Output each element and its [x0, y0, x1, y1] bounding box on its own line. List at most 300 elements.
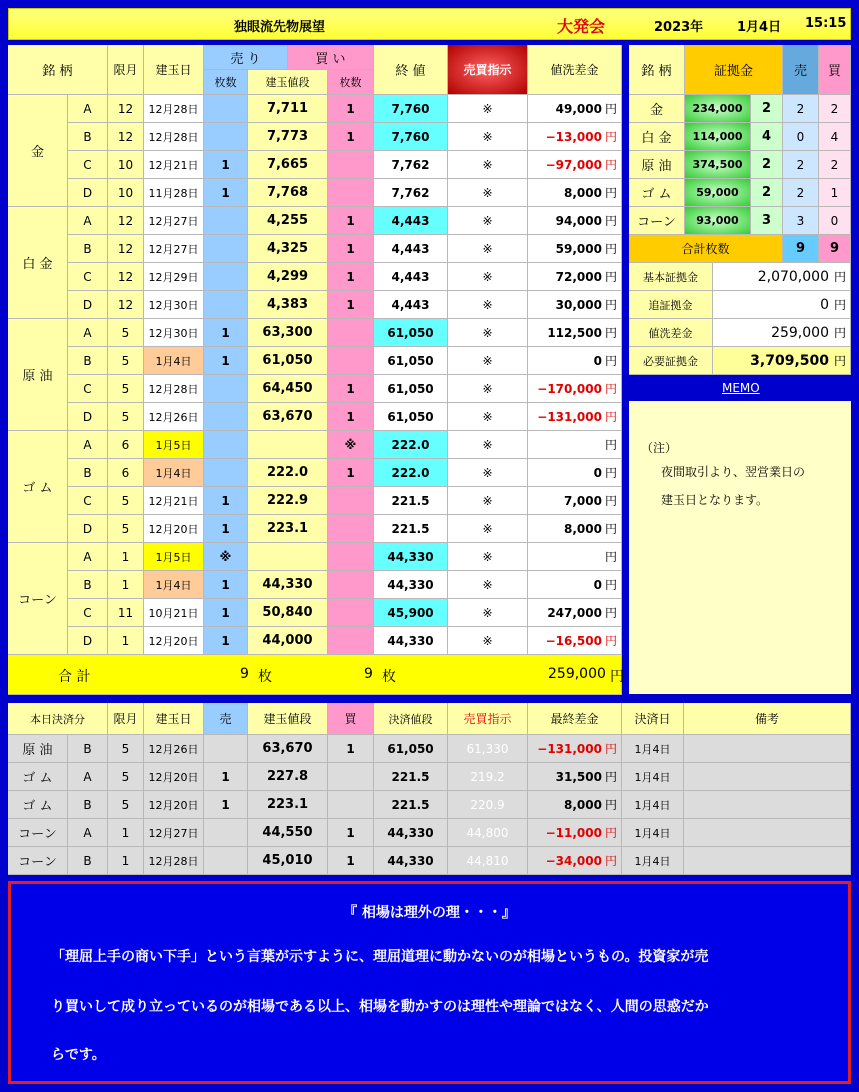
- sell-count: [204, 291, 248, 319]
- diff-unit: 円: [604, 578, 617, 592]
- diff-unit: 円: [604, 522, 617, 536]
- title-bar: [8, 8, 851, 40]
- settle-buy: 1: [328, 735, 374, 763]
- sell-count: [204, 123, 248, 151]
- settle-price: 44,550: [248, 819, 328, 847]
- settle-header-kai: 買: [328, 703, 374, 735]
- diff-cell: [528, 263, 622, 291]
- entry-price: 63,670: [248, 403, 328, 431]
- diff-cell: [528, 95, 622, 123]
- settle-diff-unit: 円: [604, 770, 617, 784]
- slot-label: A: [68, 319, 108, 347]
- entry-price: 64,450: [248, 375, 328, 403]
- summary-label: 必要証拠金: [629, 347, 713, 375]
- diff-value: 112,500: [547, 325, 602, 340]
- settle-instr: 219.2: [448, 763, 528, 791]
- date-cell: 1月4日: [144, 571, 204, 599]
- diff-unit: 円: [604, 270, 617, 284]
- close-price: 61,050: [374, 319, 448, 347]
- month-cell: 5: [108, 319, 144, 347]
- month-cell: 6: [108, 431, 144, 459]
- header-buy-maisu: 枚数: [328, 70, 374, 95]
- time-label: 15:15: [805, 16, 847, 31]
- buy-count: ※: [328, 431, 374, 459]
- instruction-cell[interactable]: ※: [448, 291, 528, 319]
- month-cell: 10: [108, 179, 144, 207]
- instruction-cell[interactable]: ※: [448, 375, 528, 403]
- buy-count: 1: [328, 95, 374, 123]
- settle-header-kessaibi: 決済日: [622, 703, 684, 735]
- diff-cell: [528, 403, 622, 431]
- diff-unit: 円: [604, 186, 617, 200]
- month-cell: 12: [108, 95, 144, 123]
- date-cell: 12月28日: [144, 123, 204, 151]
- side-buy: 4: [819, 123, 851, 151]
- side-name: コーン: [629, 207, 685, 235]
- settle-buy: [328, 763, 374, 791]
- entry-price: 7,773: [248, 123, 328, 151]
- instruction-cell[interactable]: ※: [448, 571, 528, 599]
- summary-value-cell: [713, 263, 851, 291]
- slot-label: B: [68, 571, 108, 599]
- summary-unit: 円: [833, 270, 846, 284]
- instruction-cell[interactable]: ※: [448, 263, 528, 291]
- settle-sell: [204, 735, 248, 763]
- settle-note: [684, 819, 851, 847]
- date-cell: 12月28日: [144, 95, 204, 123]
- total-buy-unit: 枚: [382, 669, 396, 685]
- diff-value: 59,000: [555, 241, 602, 256]
- diff-unit: 円: [604, 466, 617, 480]
- header-owarine: 終 値: [374, 45, 448, 95]
- instruction-cell[interactable]: ※: [448, 403, 528, 431]
- diff-value: 8,000: [564, 521, 602, 536]
- settle-note: [684, 763, 851, 791]
- buy-count: 1: [328, 123, 374, 151]
- settle-header-name: 本日決済分: [8, 703, 108, 735]
- settle-sdate: 1月4日: [622, 735, 684, 763]
- entry-price: 4,255: [248, 207, 328, 235]
- settle-buy: [328, 791, 374, 819]
- sell-count: 1: [204, 179, 248, 207]
- settle-note: [684, 847, 851, 875]
- settle-slot: B: [68, 791, 108, 819]
- month-cell: 5: [108, 375, 144, 403]
- slot-label: A: [68, 431, 108, 459]
- month-cell: 12: [108, 263, 144, 291]
- entry-price: 4,325: [248, 235, 328, 263]
- settle-value: 44,330: [374, 819, 448, 847]
- diff-cell: [528, 207, 622, 235]
- diff-value: 247,000: [547, 605, 602, 620]
- side-count: 4: [751, 123, 783, 151]
- group-name: 白 金: [8, 207, 68, 319]
- side-header-shokokin: 証拠金: [685, 45, 783, 95]
- date-cell: 1月4日: [144, 459, 204, 487]
- memo-line: 建玉日となります。: [661, 493, 769, 507]
- side-count: 2: [751, 179, 783, 207]
- settle-header-gengetsu: 限月: [108, 703, 144, 735]
- buy-count: [328, 151, 374, 179]
- diff-cell: [528, 123, 622, 151]
- total-buy: 9: [364, 666, 373, 682]
- total-sell-unit: 枚: [258, 669, 272, 685]
- settle-price: 227.8: [248, 763, 328, 791]
- settle-price: 223.1: [248, 791, 328, 819]
- instruction-cell[interactable]: ※: [448, 179, 528, 207]
- settle-diff: −11,000: [545, 825, 602, 840]
- side-sell: 0: [783, 123, 819, 151]
- month-cell: 5: [108, 515, 144, 543]
- settle-instr: 44,800: [448, 819, 528, 847]
- diff-cell: [528, 151, 622, 179]
- sell-count: 1: [204, 599, 248, 627]
- diff-cell: [528, 571, 622, 599]
- close-price: 7,760: [374, 123, 448, 151]
- sell-count: 1: [204, 515, 248, 543]
- entry-price: 7,768: [248, 179, 328, 207]
- settle-slot: A: [68, 819, 108, 847]
- instruction-cell[interactable]: ※: [448, 459, 528, 487]
- settle-buy: 1: [328, 847, 374, 875]
- diff-unit: 円: [604, 214, 617, 228]
- settle-value: 61,050: [374, 735, 448, 763]
- diff-cell: [528, 487, 622, 515]
- sell-count: [204, 375, 248, 403]
- side-header-kai: 買: [819, 45, 851, 95]
- settle-diff: 31,500: [555, 769, 602, 784]
- settle-diff-cell: [528, 791, 622, 819]
- close-price: 44,330: [374, 571, 448, 599]
- side-amount: 374,500: [685, 151, 751, 179]
- settle-sell: [204, 819, 248, 847]
- side-total-sell: 9: [783, 235, 819, 263]
- side-buy: 1: [819, 179, 851, 207]
- sell-count: [204, 459, 248, 487]
- side-amount: 59,000: [685, 179, 751, 207]
- instruction-cell[interactable]: ※: [448, 487, 528, 515]
- slot-label: D: [68, 515, 108, 543]
- diff-value: −131,000: [537, 409, 602, 424]
- month-cell: 5: [108, 403, 144, 431]
- header-kai: 買 い: [288, 45, 374, 70]
- settle-slot: B: [68, 847, 108, 875]
- slot-label: C: [68, 263, 108, 291]
- settle-diff: 8,000: [564, 797, 602, 812]
- slot-label: C: [68, 487, 108, 515]
- entry-price: 63,300: [248, 319, 328, 347]
- close-price: 4,443: [374, 235, 448, 263]
- header-baibai-shiji: 売買指示: [448, 45, 528, 95]
- date-cell: 12月30日: [144, 319, 204, 347]
- summary-value: 259,000: [771, 324, 829, 341]
- header-gengetsu: 限月: [108, 45, 144, 95]
- instruction-cell[interactable]: ※: [448, 151, 528, 179]
- memo-line: 夜間取引より、翌営業日の: [661, 465, 806, 479]
- settle-diff-unit: 円: [604, 798, 617, 812]
- side-amount: 93,000: [685, 207, 751, 235]
- diff-unit: 円: [604, 410, 617, 424]
- sell-count: [204, 263, 248, 291]
- date-cell: 1月5日: [144, 431, 204, 459]
- diff-value: −97,000: [545, 157, 602, 172]
- month-cell: 6: [108, 459, 144, 487]
- slot-label: B: [68, 347, 108, 375]
- diff-unit: 円: [604, 438, 617, 452]
- instruction-cell[interactable]: ※: [448, 235, 528, 263]
- instruction-cell[interactable]: ※: [448, 123, 528, 151]
- diff-cell: [528, 599, 622, 627]
- header-tategyokubi: 建玉日: [144, 45, 204, 95]
- quote-line-2: り買いして成り立っているのが相場である以上、相場を動かすのは理性や理論ではなく、人間の思惑だか: [51, 999, 709, 1015]
- settle-sell: [204, 847, 248, 875]
- diff-value: −16,500: [545, 633, 602, 648]
- instruction-cell[interactable]: ※: [448, 599, 528, 627]
- diff-value: 0: [593, 353, 602, 368]
- settle-diff-unit: 円: [604, 854, 617, 868]
- settle-diff-cell: [528, 847, 622, 875]
- total-row: [8, 655, 622, 695]
- side-name: 白 金: [629, 123, 685, 151]
- side-amount: 114,000: [685, 123, 751, 151]
- settle-month: 5: [108, 763, 144, 791]
- instruction-cell[interactable]: ※: [448, 627, 528, 655]
- sell-count: 1: [204, 627, 248, 655]
- instruction-cell[interactable]: ※: [448, 95, 528, 123]
- settle-header-biko: 備考: [684, 703, 851, 735]
- group-name: ゴ ム: [8, 431, 68, 543]
- instruction-cell[interactable]: ※: [448, 347, 528, 375]
- close-price: 61,050: [374, 403, 448, 431]
- diff-unit: 円: [604, 354, 617, 368]
- diff-cell: [528, 179, 622, 207]
- diff-unit: 円: [604, 242, 617, 256]
- date-cell: 12月20日: [144, 515, 204, 543]
- diff-cell: [528, 375, 622, 403]
- total-unit: 円: [610, 669, 624, 685]
- settle-diff: −34,000: [545, 853, 602, 868]
- sell-count: 1: [204, 487, 248, 515]
- settle-sdate: 1月4日: [622, 847, 684, 875]
- entry-price: 44,000: [248, 627, 328, 655]
- side-count: 2: [751, 95, 783, 123]
- instruction-cell[interactable]: ※: [448, 515, 528, 543]
- slot-label: B: [68, 459, 108, 487]
- month-cell: 1: [108, 571, 144, 599]
- entry-price: 61,050: [248, 347, 328, 375]
- diff-cell: [528, 543, 622, 571]
- buy-count: [328, 543, 374, 571]
- summary-unit: 円: [833, 354, 846, 368]
- settle-date: 12月26日: [144, 735, 204, 763]
- diff-unit: 円: [604, 494, 617, 508]
- settle-value: 44,330: [374, 847, 448, 875]
- settle-header-saishu_sakin: 最終差金: [528, 703, 622, 735]
- month-cell: 10: [108, 151, 144, 179]
- diff-value: 49,000: [555, 101, 602, 116]
- settle-instr: 44,810: [448, 847, 528, 875]
- buy-count: 1: [328, 375, 374, 403]
- month-cell: 5: [108, 487, 144, 515]
- entry-price: 222.0: [248, 459, 328, 487]
- date-cell: 12月21日: [144, 151, 204, 179]
- settle-diff-unit: 円: [604, 742, 617, 756]
- date-cell: 12月27日: [144, 207, 204, 235]
- settle-slot: A: [68, 763, 108, 791]
- sell-count: [204, 95, 248, 123]
- sell-count: [204, 235, 248, 263]
- close-price: 222.0: [374, 459, 448, 487]
- buy-count: [328, 627, 374, 655]
- side-total-buy: 9: [819, 235, 851, 263]
- summary-value-cell: [713, 319, 851, 347]
- slot-label: A: [68, 543, 108, 571]
- side-total-label: 合計枚数: [629, 235, 783, 263]
- diff-value: −13,000: [545, 129, 602, 144]
- header-meigara: 銘 柄: [8, 45, 108, 95]
- settle-sdate: 1月4日: [622, 791, 684, 819]
- close-price: 4,443: [374, 207, 448, 235]
- total-sell: 9: [240, 666, 249, 682]
- month-cell: 12: [108, 123, 144, 151]
- memo-link[interactable]: MEMO: [722, 381, 760, 395]
- diff-value: 30,000: [555, 297, 602, 312]
- close-price: 61,050: [374, 347, 448, 375]
- side-header-uri: 売: [783, 45, 819, 95]
- settle-month: 1: [108, 819, 144, 847]
- date-cell: 12月20日: [144, 627, 204, 655]
- buy-count: 1: [328, 403, 374, 431]
- settle-instr: 61,330: [448, 735, 528, 763]
- buy-count: 1: [328, 207, 374, 235]
- slot-label: C: [68, 151, 108, 179]
- total-diff: 259,000: [548, 666, 606, 682]
- entry-price: 7,665: [248, 151, 328, 179]
- settle-instr: 220.9: [448, 791, 528, 819]
- sell-count: [204, 403, 248, 431]
- side-sell: 2: [783, 151, 819, 179]
- close-price: 45,900: [374, 599, 448, 627]
- settle-note: [684, 791, 851, 819]
- diff-cell: [528, 235, 622, 263]
- summary-label: 基本証拠金: [629, 263, 713, 291]
- settle-month: 5: [108, 735, 144, 763]
- header-uri: 売 り: [204, 45, 288, 70]
- side-sell: 3: [783, 207, 819, 235]
- diff-value: 0: [593, 577, 602, 592]
- buy-count: [328, 515, 374, 543]
- header-sell-maisu: 枚数: [204, 70, 248, 95]
- instruction-cell[interactable]: ※: [448, 543, 528, 571]
- date-label: 1月4日: [737, 20, 782, 35]
- diff-cell: [528, 515, 622, 543]
- buy-count: [328, 487, 374, 515]
- diff-unit: 円: [604, 298, 617, 312]
- side-count: 3: [751, 207, 783, 235]
- slot-label: D: [68, 291, 108, 319]
- date-cell: 12月26日: [144, 403, 204, 431]
- month-cell: 1: [108, 627, 144, 655]
- settle-date: 12月27日: [144, 819, 204, 847]
- settle-month: 1: [108, 847, 144, 875]
- settle-price: 63,670: [248, 735, 328, 763]
- close-price: 7,762: [374, 151, 448, 179]
- close-price: 44,330: [374, 543, 448, 571]
- side-sell: 2: [783, 179, 819, 207]
- settle-header-baibai_shiji: 売買指示: [448, 703, 528, 735]
- diff-value: 8,000: [564, 185, 602, 200]
- settle-header-uri: 売: [204, 703, 248, 735]
- diff-unit: 円: [604, 382, 617, 396]
- date-cell: 12月28日: [144, 375, 204, 403]
- settle-sell: 1: [204, 791, 248, 819]
- diff-cell: [528, 431, 622, 459]
- close-price: 7,762: [374, 179, 448, 207]
- buy-count: 1: [328, 291, 374, 319]
- close-price: 7,760: [374, 95, 448, 123]
- date-cell: 1月5日: [144, 543, 204, 571]
- memo-box: [629, 401, 851, 694]
- close-price: 4,443: [374, 291, 448, 319]
- date-cell: 12月29日: [144, 263, 204, 291]
- settle-name: ゴ ム: [8, 763, 68, 791]
- settle-month: 5: [108, 791, 144, 819]
- close-price: 221.5: [374, 515, 448, 543]
- diff-value: 7,000: [564, 493, 602, 508]
- settle-diff-cell: [528, 819, 622, 847]
- slot-label: C: [68, 375, 108, 403]
- diff-value: 72,000: [555, 269, 602, 284]
- month-cell: 1: [108, 543, 144, 571]
- settle-note: [684, 735, 851, 763]
- diff-cell: [528, 459, 622, 487]
- header-nearai-sakin: 値洗差金: [528, 45, 622, 95]
- slot-label: B: [68, 235, 108, 263]
- instruction-cell[interactable]: ※: [448, 319, 528, 347]
- side-buy: 0: [819, 207, 851, 235]
- settle-date: 12月20日: [144, 791, 204, 819]
- settle-sell: 1: [204, 763, 248, 791]
- settle-header-tategyokubi: 建玉日: [144, 703, 204, 735]
- summary-value: 3,709,500: [750, 352, 829, 369]
- entry-price: 50,840: [248, 599, 328, 627]
- settle-diff-cell: [528, 763, 622, 791]
- side-sell: 2: [783, 95, 819, 123]
- settle-name: コーン: [8, 819, 68, 847]
- diff-value: −170,000: [537, 381, 602, 396]
- summary-label: 追証拠金: [629, 291, 713, 319]
- diff-unit: 円: [604, 158, 617, 172]
- close-price: 44,330: [374, 627, 448, 655]
- date-cell: 10月21日: [144, 599, 204, 627]
- buy-count: [328, 347, 374, 375]
- quote-box: [8, 881, 851, 1084]
- instruction-cell[interactable]: ※: [448, 431, 528, 459]
- year-label: 2023年: [654, 20, 704, 35]
- settle-header-tategyoku_nedan: 建玉値段: [248, 703, 328, 735]
- settle-diff-cell: [528, 735, 622, 763]
- side-count: 2: [751, 151, 783, 179]
- side-name: 原 油: [629, 151, 685, 179]
- close-price: 221.5: [374, 487, 448, 515]
- entry-price: [248, 543, 328, 571]
- settle-value: 221.5: [374, 763, 448, 791]
- buy-count: [328, 599, 374, 627]
- sell-count: 1: [204, 151, 248, 179]
- diff-cell: [528, 291, 622, 319]
- instruction-cell[interactable]: ※: [448, 207, 528, 235]
- side-buy: 2: [819, 151, 851, 179]
